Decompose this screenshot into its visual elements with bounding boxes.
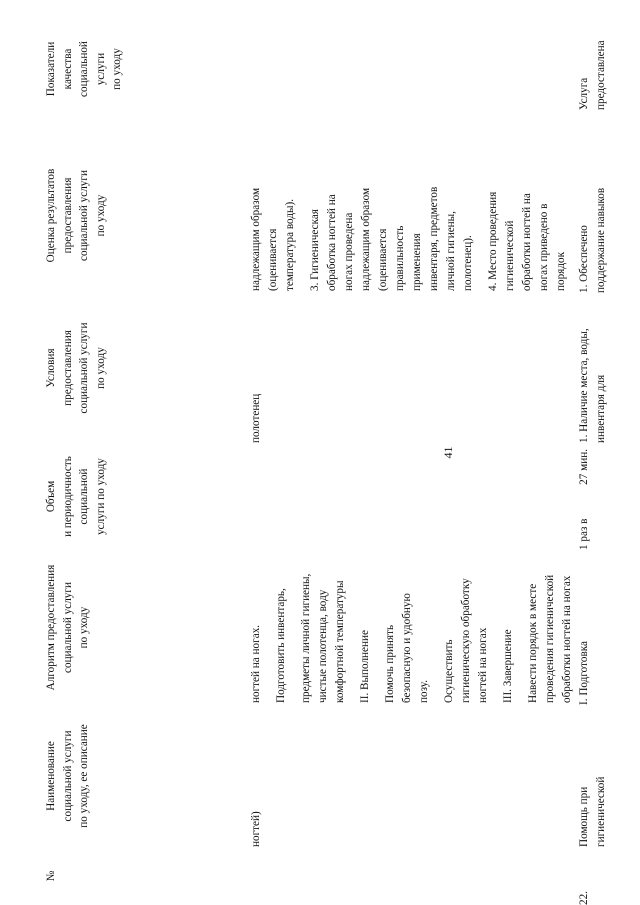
cell-algorithm-22: I. Подготовка xyxy=(578,641,590,705)
volume-frequency: 1 раз в xyxy=(578,518,590,550)
cell-quality xyxy=(248,0,576,138)
cell-name: ногтей) xyxy=(250,811,262,847)
cell-num-22: 22. xyxy=(578,891,590,905)
cell-conditions: полотенец xyxy=(250,393,262,443)
cell-evaluation-22: 1. Обеспечено поддержание навыков xyxy=(578,187,607,293)
header-quality: Показатели качества социальной услуги по уходу xyxy=(45,41,123,97)
volume-duration: 27 мин. xyxy=(578,449,590,485)
table-row-22 xyxy=(576,0,640,905)
header-name: Наименование социальной услуги по уходу, ее описание xyxy=(45,724,90,828)
header-num: № xyxy=(45,870,57,882)
header-evaluation: Оценка результатов предоставления социальной услуги по уходу xyxy=(45,168,107,263)
header-conditions: Условия предоставления социальной услуги по уходу xyxy=(45,322,107,414)
cell-quality-22: Услуга предоставлена xyxy=(578,40,607,110)
page-number: 41 xyxy=(441,446,455,459)
table-row-continued xyxy=(248,0,576,905)
cell-volume-22 xyxy=(576,443,640,550)
cell-volume xyxy=(248,443,576,550)
cell-conditions-22: 1. Наличие места, воды, инвентаря для xyxy=(578,328,607,443)
cell-algorithm: ногтей на ногах. Подготовить инвентарь, предметы личной гигиены, чистые полотенца, воду комфортной температуры II. Выполнение Помочь принять безопасную и удобную позу. Осуществить гигиеническую обработку ногтей на ногах III. Завершение Навести порядок в месте проведения гигиенической обработки ногтей на ногах xyxy=(250,573,573,703)
header-volume: Объем и периодичность социальной услуги по уходу xyxy=(45,456,107,537)
cell-evaluation: надлежащим образом (оценивается температура воды). 3. Гигиеническая обработка ногтей на ногах проведена надлежащим образом (оценивается правильность применения инвентаря, предметов личной гигиены, полотенец). 4. Место проведения гигиенической обработки ногтей на ногах приведено в порядок xyxy=(250,186,567,291)
cell-name-22: Помощь при гигиенической xyxy=(578,776,607,847)
table-header-row xyxy=(0,0,248,905)
cell-num xyxy=(248,847,576,905)
header-algorithm: Алгоритм предоставления социальной услуги по уходу xyxy=(45,564,90,691)
